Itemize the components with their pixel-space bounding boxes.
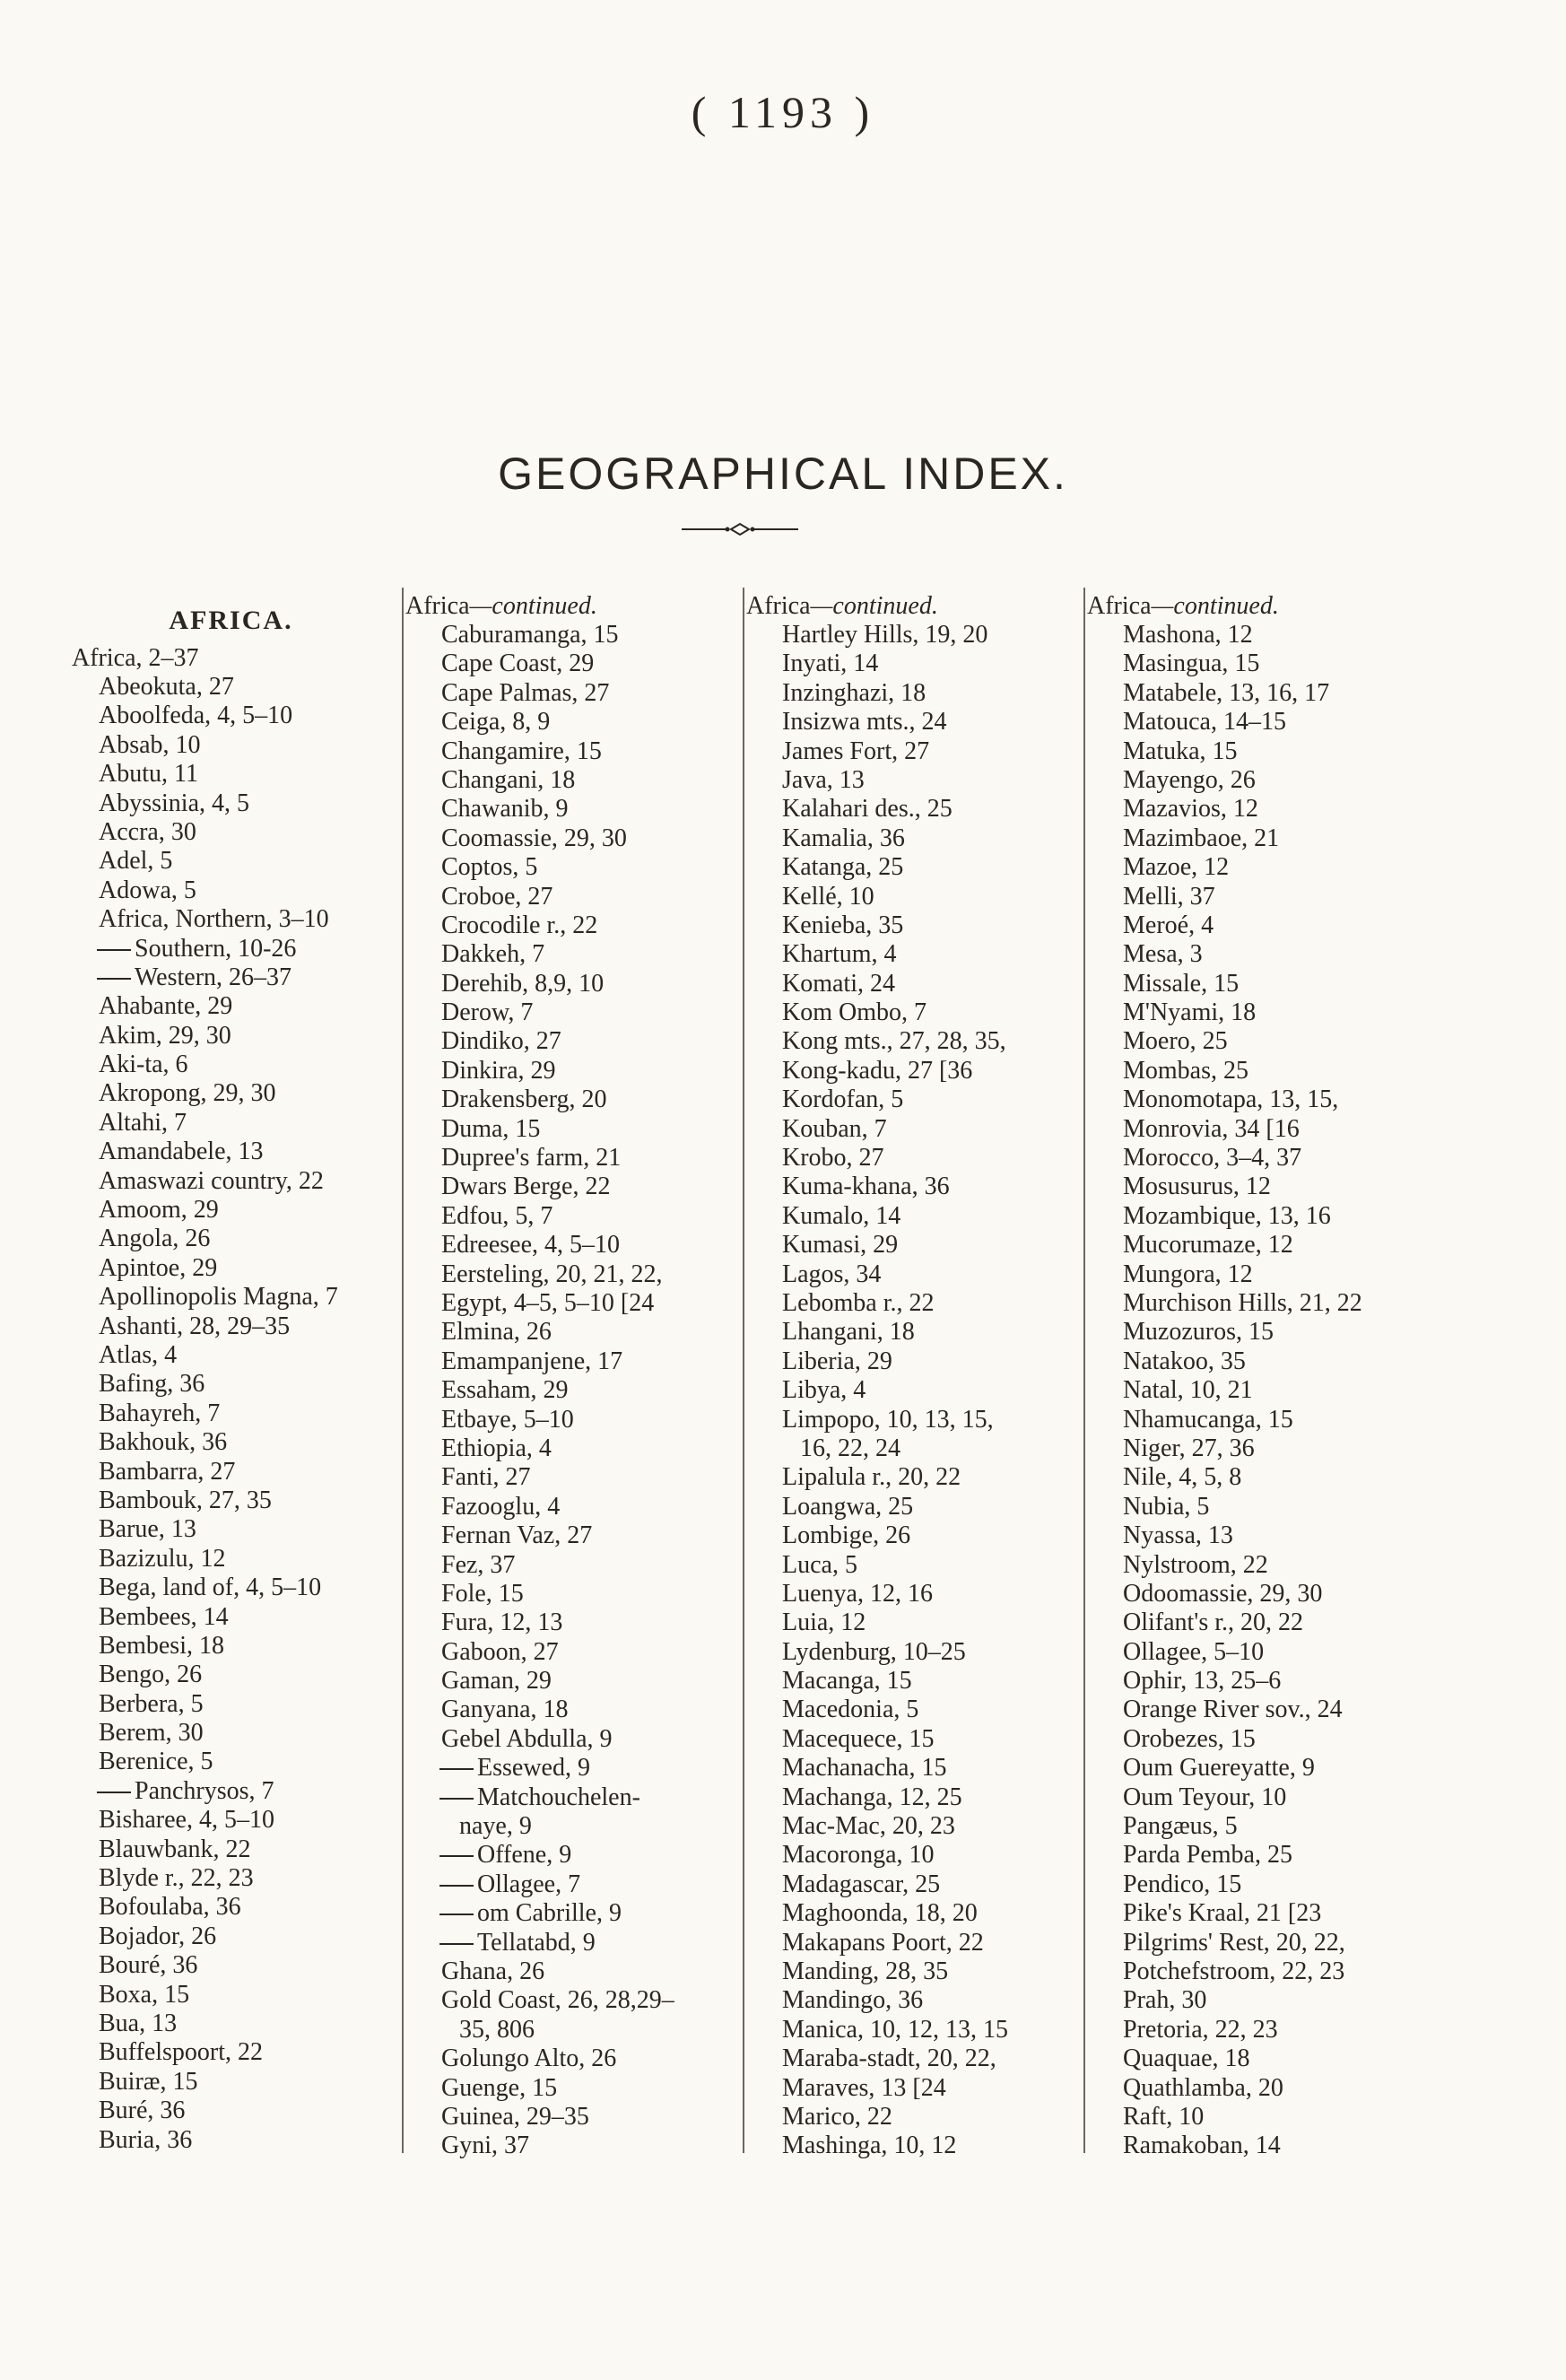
index-entry: Edfou, 5, 7 [441, 1201, 553, 1230]
index-entry: Orange River sov., 24 [1123, 1696, 1343, 1724]
index-entry: Mashinga, 10, 12 [782, 2132, 957, 2160]
index-entry: Duma, 15 [441, 1114, 541, 1143]
index-entry: Guinea, 29–35 [441, 2102, 589, 2131]
index-entry: Kamalia, 36 [782, 824, 905, 852]
index-entry: Prah, 30 [1123, 1986, 1207, 2015]
index-entry-continuation: 16, 22, 24 [800, 1434, 900, 1462]
index-entry: Quathlamba, 20 [1123, 2073, 1283, 2102]
index-entry: Mungora, 12 [1123, 1260, 1253, 1288]
index-entry: Machanga, 12, 25 [782, 1783, 962, 1811]
index-entry: Gold Coast, 26, 28,29– [441, 1986, 674, 2015]
index-entry: Gaman, 29 [441, 1667, 552, 1696]
index-entry: Lombige, 26 [782, 1521, 911, 1550]
index-entry: Ethiopia, 4 [441, 1434, 552, 1462]
index-entry: Eersteling, 20, 21, 22, [441, 1260, 663, 1288]
index-entry: Buffelspoort, 22 [99, 2038, 264, 2067]
index-entry: Nhamucanga, 15 [1123, 1405, 1293, 1434]
index-entry: Macoronga, 10 [782, 1841, 935, 1870]
index-entry: Pilgrims' Rest, 20, 22, [1123, 1928, 1345, 1957]
index-entry: Gyni, 37 [441, 2132, 529, 2160]
index-entry: Dinkira, 29 [441, 1056, 556, 1085]
index-entry: Gebel Abdulla, 9 [441, 1724, 613, 1753]
index-entry: Potchefstroom, 22, 23 [1123, 1957, 1345, 1985]
index-entry: Luia, 12 [782, 1608, 866, 1637]
index-column-2 [405, 592, 742, 2162]
index-entry: Buria, 36 [99, 2125, 193, 2154]
index-entry: Manica, 10, 12, 13, 15 [782, 2015, 1008, 2044]
index-entry: Muzozuros, 15 [1123, 1318, 1274, 1347]
index-entry: Crocodile r., 22 [441, 911, 598, 939]
index-entry: Bua, 13 [99, 2009, 178, 2037]
column-heading-continued: —continued. [1151, 592, 1279, 620]
index-entry: Bazizulu, 12 [99, 1544, 226, 1573]
index-entry: Ramakoban, 14 [1123, 2132, 1281, 2160]
index-entry: Kong mts., 27, 28, 35, [782, 1027, 1006, 1056]
index-entry: Kenieba, 35 [782, 911, 904, 939]
index-entry: Mosusurus, 12 [1123, 1173, 1271, 1201]
column-rule [743, 588, 744, 2153]
index-entry: Derehib, 8,9, 10 [441, 969, 605, 998]
column-rule [402, 588, 404, 2153]
index-entry: Emampanjene, 17 [441, 1347, 623, 1375]
index-entry: Mashona, 12 [1123, 621, 1253, 649]
index-entry: Bakhouk, 36 [99, 1428, 228, 1457]
index-entry: Nubia, 5 [1123, 1492, 1210, 1521]
index-entry: Buiræ, 15 [99, 2067, 198, 2096]
index-entry: Ahabante, 29 [99, 992, 233, 1021]
index-entry: Natal, 10, 21 [1123, 1376, 1253, 1405]
index-entry: Machanacha, 15 [782, 1754, 947, 1783]
index-entry: Coptos, 5 [441, 853, 538, 882]
index-entry: Odoomassie, 29, 30 [1123, 1579, 1323, 1608]
index-entry: Matabele, 13, 16, 17 [1123, 678, 1330, 707]
index-entry: Abeokuta, 27 [99, 673, 234, 701]
index-entry: Amoom, 29 [99, 1196, 219, 1225]
index-entry: Amaswazi country, 22 [99, 1166, 324, 1195]
index-entry: Fernan Vaz, 27 [441, 1521, 593, 1550]
index-entry: Monomotapa, 13, 15, [1123, 1085, 1339, 1114]
index-entry: Aki-ta, 6 [99, 1051, 188, 1079]
index-entry: Moero, 25 [1123, 1027, 1228, 1056]
index-entry: Bojador, 26 [99, 1922, 217, 1950]
index-entry: Bisharee, 4, 5–10 [99, 1806, 274, 1835]
index-entry: Aboolfeda, 4, 5–10 [99, 702, 293, 730]
index-entry: Inyati, 14 [782, 649, 879, 678]
index-subentry: Western, 26–37 [63, 963, 399, 992]
index-entry: Abyssinia, 4, 5 [99, 789, 249, 817]
index-entry: Bengo, 26 [99, 1661, 203, 1689]
column-heading-continued: —continued. [469, 592, 597, 620]
index-entry: Missale, 15 [1123, 969, 1240, 998]
column-heading-label: Africa [746, 592, 811, 620]
index-entry: Fole, 15 [441, 1579, 524, 1608]
index-subentry: Offene, 9 [405, 1841, 742, 1870]
index-entry: Edreesee, 4, 5–10 [441, 1231, 621, 1260]
index-subentry: Southern, 10-26 [63, 935, 399, 963]
index-entry: Loangwa, 25 [782, 1492, 914, 1521]
index-entry: Coomassie, 29, 30 [441, 824, 627, 852]
index-entry: Adel, 5 [99, 847, 173, 876]
index-entry: Melli, 37 [1123, 882, 1215, 911]
index-entry: Lhangani, 18 [782, 1318, 915, 1347]
index-entry: Kalahari des., 25 [782, 795, 953, 824]
ornament-divider [682, 516, 798, 543]
index-entry: Parda Pemba, 25 [1123, 1841, 1292, 1870]
index-entry: Kom Ombo, 7 [782, 998, 927, 1027]
index-entry: Masingua, 15 [1123, 649, 1260, 678]
index-entry: Lebomba r., 22 [782, 1288, 935, 1317]
index-entry: Makapans Poort, 22 [782, 1928, 984, 1957]
index-entry: Boxa, 15 [99, 1980, 190, 2009]
index-entry: Chawanib, 9 [441, 795, 569, 824]
index-entry: Angola, 26 [99, 1225, 211, 1253]
index-entry: Drakensberg, 20 [441, 1085, 607, 1114]
index-entry: Luenya, 12, 16 [782, 1579, 933, 1608]
index-subentry: Matchouchelen- [405, 1783, 742, 1812]
index-entry: Altahi, 7 [99, 1108, 187, 1137]
index-entry: Berem, 30 [99, 1719, 204, 1748]
index-entry: Madagascar, 25 [782, 1870, 941, 1898]
index-entry: Kouban, 7 [782, 1114, 887, 1143]
index-entry: Natakoo, 35 [1123, 1347, 1246, 1375]
index-entry: Golungo Alto, 26 [441, 2044, 617, 2073]
index-entry: Caburamanga, 15 [441, 621, 619, 649]
entry-list [63, 673, 399, 2155]
index-entry: Ganyana, 18 [441, 1696, 569, 1724]
index-entry: Berenice, 5 [99, 1748, 213, 1776]
index-entry: Maghoonda, 18, 20 [782, 1899, 978, 1928]
index-entry: Ollagee, 5–10 [1123, 1637, 1265, 1666]
index-entry: Berbera, 5 [99, 1689, 204, 1718]
index-entry: Ceiga, 8, 9 [441, 708, 551, 737]
index-subentry: Essewed, 9 [405, 1754, 742, 1783]
column-heading-continued: —continued. [810, 592, 938, 620]
index-entry: Atlas, 4 [99, 1340, 178, 1369]
index-entry: Bega, land of, 4, 5–10 [99, 1574, 322, 1602]
index-column-4 [1087, 592, 1423, 2162]
index-entry: Luca, 5 [782, 1550, 857, 1579]
index-entry: Bafing, 36 [99, 1370, 205, 1399]
index-entry: Dindiko, 27 [441, 1027, 561, 1056]
index-entry: Cape Coast, 29 [441, 649, 595, 678]
index-entry: Fanti, 27 [441, 1463, 531, 1492]
column-heading [405, 592, 742, 621]
index-entry: Khartum, 4 [782, 940, 897, 969]
index-entry: Bembesi, 18 [99, 1631, 224, 1660]
index-entry: Dwars Berge, 22 [441, 1173, 611, 1201]
section-lead-entry: Africa, 2–37 [72, 644, 199, 672]
index-entry-continuation: 35, 806 [459, 2015, 535, 2044]
index-entry: Absab, 10 [99, 730, 201, 759]
index-entry: Matouca, 14–15 [1123, 708, 1286, 737]
index-entry: Nile, 4, 5, 8 [1123, 1463, 1242, 1492]
index-entry: Blyde r., 22, 23 [99, 1864, 254, 1893]
index-entry: Oum Teyour, 10 [1123, 1783, 1287, 1811]
index-entry: Mazavios, 12 [1123, 795, 1258, 824]
index-column-1 [63, 592, 399, 2162]
index-entry: Mucorumaze, 12 [1123, 1231, 1293, 1260]
index-entry: Bouré, 36 [99, 1951, 198, 1980]
column-heading [1087, 592, 1423, 621]
index-entry: Java, 13 [782, 765, 865, 794]
index-entry: Croboe, 27 [441, 882, 553, 911]
index-entry: Libya, 4 [782, 1376, 866, 1405]
index-entry: Changani, 18 [441, 765, 576, 794]
index-entry: Mazoe, 12 [1123, 853, 1230, 882]
index-entry: Nylstroom, 22 [1123, 1550, 1268, 1579]
index-entry: Maraba-stadt, 20, 22, [782, 2044, 996, 2073]
index-entry: Kong-kadu, 27 [36 [782, 1056, 973, 1085]
index-column-3 [746, 592, 1083, 2162]
page-title: GEOGRAPHICAL INDEX. [498, 448, 1068, 499]
index-entry: Bembees, 14 [99, 1602, 229, 1631]
column-heading-label: Africa [1087, 592, 1152, 620]
index-entry: Bambarra, 27 [99, 1457, 236, 1486]
index-subentry: om Cabrille, 9 [405, 1899, 742, 1928]
column-heading-label: Africa [405, 592, 470, 620]
index-entry: Kordofan, 5 [782, 1085, 904, 1114]
index-entry: Mayengo, 26 [1123, 765, 1256, 794]
index-entry: Nyassa, 13 [1123, 1521, 1233, 1550]
index-entry: Kellé, 10 [782, 882, 874, 911]
index-entry: Accra, 30 [99, 817, 196, 846]
index-entry: Morocco, 3–4, 37 [1123, 1144, 1302, 1173]
index-entry: Buré, 36 [99, 2097, 186, 2125]
index-entry: Quaquae, 18 [1123, 2044, 1250, 2073]
entry-list [1087, 621, 1423, 2161]
index-entry: Monrovia, 34 [16 [1123, 1114, 1300, 1143]
index-entry: Pendico, 15 [1123, 1870, 1242, 1898]
index-entry: M'Nyami, 18 [1123, 998, 1257, 1027]
index-entry: Marico, 22 [782, 2102, 892, 2131]
index-entry: Kuma-khana, 36 [782, 1173, 950, 1201]
index-entry: Macanga, 15 [782, 1667, 912, 1696]
index-entry: Essaham, 29 [441, 1376, 569, 1405]
index-entry: Mombas, 25 [1123, 1056, 1248, 1085]
page-number: ( 1193 ) [691, 87, 875, 137]
index-entry: Raft, 10 [1123, 2102, 1205, 2131]
index-subentry: Ollagee, 7 [405, 1870, 742, 1899]
index-entry: Maraves, 13 [24 [782, 2073, 946, 2102]
index-entry: Insizwa mts., 24 [782, 708, 947, 737]
index-entry: Abutu, 11 [99, 760, 198, 789]
index-entry: Egypt, 4–5, 5–10 [24 [441, 1288, 655, 1317]
column-heading [746, 592, 1083, 621]
index-entry: Niger, 27, 36 [1123, 1434, 1255, 1462]
index-entry: Mandingo, 36 [782, 1986, 924, 2015]
index-entry: Derow, 7 [441, 998, 534, 1027]
index-entry: Kumasi, 29 [782, 1231, 899, 1260]
section-heading: AFRICA. [169, 606, 293, 635]
index-subentry: Tellatabd, 9 [405, 1929, 742, 1957]
index-entry: Dakkeh, 7 [441, 940, 545, 969]
index-entry: Mesa, 3 [1123, 940, 1203, 969]
index-entry: Lagos, 34 [782, 1260, 882, 1288]
index-entry: Etbaye, 5–10 [441, 1405, 574, 1434]
index-entry: Akropong, 29, 30 [99, 1079, 276, 1108]
index-entry: Meroé, 4 [1123, 911, 1214, 939]
index-entry: Pike's Kraal, 21 [23 [1123, 1899, 1322, 1928]
index-entry: Africa, Northern, 3–10 [99, 905, 329, 934]
index-entry: Mac-Mac, 20, 23 [782, 1812, 955, 1841]
index-entry: Fura, 12, 13 [441, 1608, 563, 1637]
index-entry: Bambouk, 27, 35 [99, 1486, 272, 1514]
index-entry: Ashanti, 28, 29–35 [99, 1312, 291, 1340]
index-entry: Barue, 13 [99, 1515, 196, 1544]
index-entry: Bahayreh, 7 [99, 1399, 221, 1427]
index-entry: Inzinghazi, 18 [782, 678, 927, 707]
index-entry: Lipalula r., 20, 22 [782, 1463, 961, 1492]
index-entry: Hartley Hills, 19, 20 [782, 621, 988, 649]
index-entry: Pretoria, 22, 23 [1123, 2015, 1278, 2044]
index-entry: Manding, 28, 35 [782, 1957, 949, 1985]
index-entry: Oum Guereyatte, 9 [1123, 1754, 1315, 1783]
index-entry: Mazimbaoe, 21 [1123, 824, 1280, 852]
index-entry: Krobo, 27 [782, 1144, 884, 1173]
index-entry: Adowa, 5 [99, 876, 196, 904]
index-entry: Macedonia, 5 [782, 1696, 919, 1724]
index-entry: Gaboon, 27 [441, 1637, 559, 1666]
index-entry: Matuka, 15 [1123, 737, 1238, 765]
index-entry: Elmina, 26 [441, 1318, 552, 1347]
index-entry: Blauwbank, 22 [99, 1835, 251, 1863]
index-entry: Apollinopolis Magna, 7 [99, 1283, 338, 1312]
index-entry: Orobezes, 15 [1123, 1724, 1256, 1753]
index-entry: Pangæus, 5 [1123, 1812, 1238, 1841]
index-entry: Olifant's r., 20, 22 [1123, 1608, 1304, 1637]
index-entry: Apintoe, 29 [99, 1253, 218, 1282]
index-entry: Komati, 24 [782, 969, 895, 998]
entry-list [405, 621, 742, 2161]
index-entry-continuation: naye, 9 [459, 1812, 532, 1841]
index-entry: Changamire, 15 [441, 737, 602, 765]
index-entry: Cape Palmas, 27 [441, 678, 610, 707]
index-entry: Bofoulaba, 36 [99, 1893, 241, 1922]
index-entry: Limpopo, 10, 13, 15, [782, 1405, 994, 1434]
column-rule [1083, 588, 1085, 2153]
index-entry: Fez, 37 [441, 1550, 516, 1579]
index-entry: Ghana, 26 [441, 1957, 545, 1985]
entry-list [746, 621, 1083, 2161]
index-entry: Mozambique, 13, 16 [1123, 1201, 1331, 1230]
index-entry: Fazooglu, 4 [441, 1492, 561, 1521]
index-subentry: Panchrysos, 7 [63, 1777, 399, 1806]
index-entry: Liberia, 29 [782, 1347, 892, 1375]
index-entry: Kumalo, 14 [782, 1201, 901, 1230]
index-entry: Amandabele, 13 [99, 1138, 264, 1166]
index-entry: Katanga, 25 [782, 853, 904, 882]
index-entry: Dupree's farm, 21 [441, 1144, 622, 1173]
index-entry: Ophir, 13, 25–6 [1123, 1667, 1282, 1696]
index-entry: Akim, 29, 30 [99, 1021, 231, 1050]
index-entry: Guenge, 15 [441, 2073, 558, 2102]
index-entry: James Fort, 27 [782, 737, 930, 765]
index-entry: Lydenburg, 10–25 [782, 1637, 966, 1666]
index-entry: Murchison Hills, 21, 22 [1123, 1288, 1362, 1317]
index-entry: Macequece, 15 [782, 1724, 935, 1753]
